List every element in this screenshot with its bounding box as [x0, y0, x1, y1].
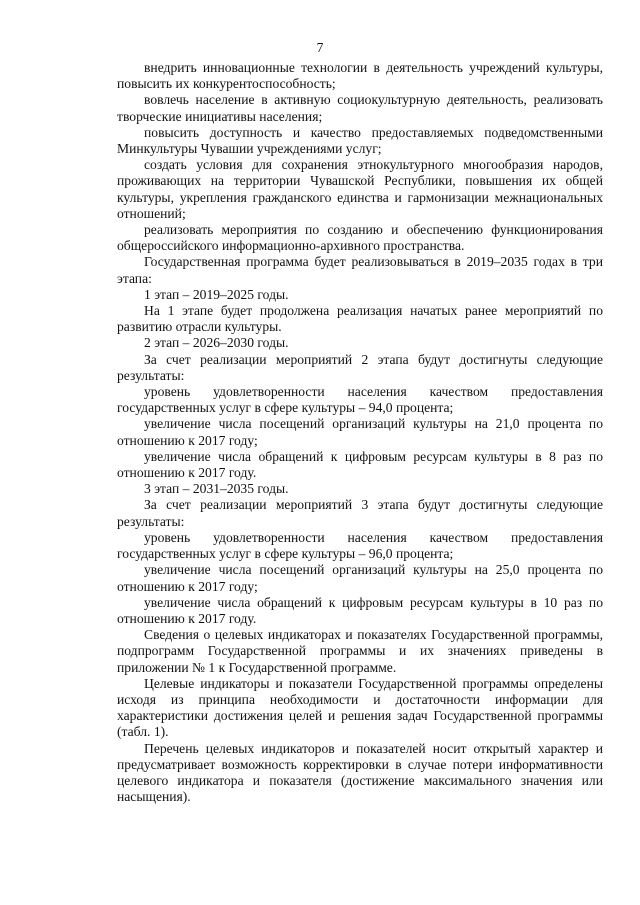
paragraph: создать условия для сохранения этнокультурного многообразия народов, проживающих на территории Чувашской Республики, повышения их общей культуры, укрепления гражданского единства и гармонизации межнациональных отношений;	[117, 157, 603, 221]
paragraph: повысить доступность и качество предоставляемых подведомственными Минкультуры Чувашии учреждениями услуг;	[117, 124, 603, 157]
paragraph: реализовать мероприятия по созданию и обеспечению функционирования общероссийского информационно-архивного пространства.	[117, 222, 603, 254]
paragraph: уровень удовлетворенности населения качеством предоставления государственных услуг в сфере культуры – 94,0 процента;	[117, 384, 603, 416]
paragraph: уровень удовлетворенности населения качеством предоставления государственных услуг в сфере культуры – 96,0 процента;	[117, 529, 603, 562]
paragraph: Целевые индикаторы и показатели Государственной программы определены исходя из принципа необходимости и достаточности информации для характеристики достижения целей и решения задач Государственной программы (табл. 1).	[117, 675, 603, 740]
paragraph: Перечень целевых индикаторов и показателей носит открытый характер и предусматривает возможность корректировки в случае потери информативности целевого индикатора и показателя (достижение максимального значения или насыщения).	[117, 740, 603, 805]
paragraph: внедрить инновационные технологии в деятельность учреждений культуры, повысить их конкурентоспособность;	[117, 60, 603, 92]
paragraph: Государственная программа будет реализовываться в 2019–2035 годах в три этапа:	[117, 254, 603, 286]
paragraph: вовлечь население в активную социокультурную деятельность, реализовать творческие инициативы населения;	[117, 92, 603, 124]
page-number: 7	[316, 40, 324, 55]
paragraph: увеличение числа обращений к цифровым ресурсам культуры в 8 раз по отношению к 2017 году.	[117, 448, 603, 481]
paragraph: На 1 этапе будет продолжена реализация начатых ранее мероприятий по развитию отрасли культуры.	[117, 303, 603, 335]
paragraph: увеличение числа посещений организаций культуры на 21,0 процента по отношению к 2017 году;	[117, 416, 603, 448]
paragraph: За счет реализации мероприятий 2 этапа будут достигнуты следующие результаты:	[117, 351, 603, 383]
body-text	[117, 60, 603, 805]
paragraph: За счет реализации мероприятий 3 этапа будут достигнуты следующие результаты:	[117, 497, 603, 529]
paragraph: увеличение числа обращений к цифровым ресурсам культуры в 10 раз по отношению к 2017 году.	[117, 594, 603, 626]
paragraph: Сведения о целевых индикаторах и показателях Государственной программы, подпрограмм Государственной программы и их значениях приведены в приложении № 1 к Государственной программе.	[117, 627, 603, 675]
paragraph: 3 этап – 2031–2035 годы.	[144, 481, 289, 497]
paragraph: увеличение числа посещений организаций культуры на 25,0 процента по отношению к 2017 году;	[117, 562, 603, 594]
paragraph: 2 этап – 2026–2030 годы.	[144, 335, 289, 351]
paragraph: 1 этап – 2019–2025 годы.	[144, 286, 289, 302]
